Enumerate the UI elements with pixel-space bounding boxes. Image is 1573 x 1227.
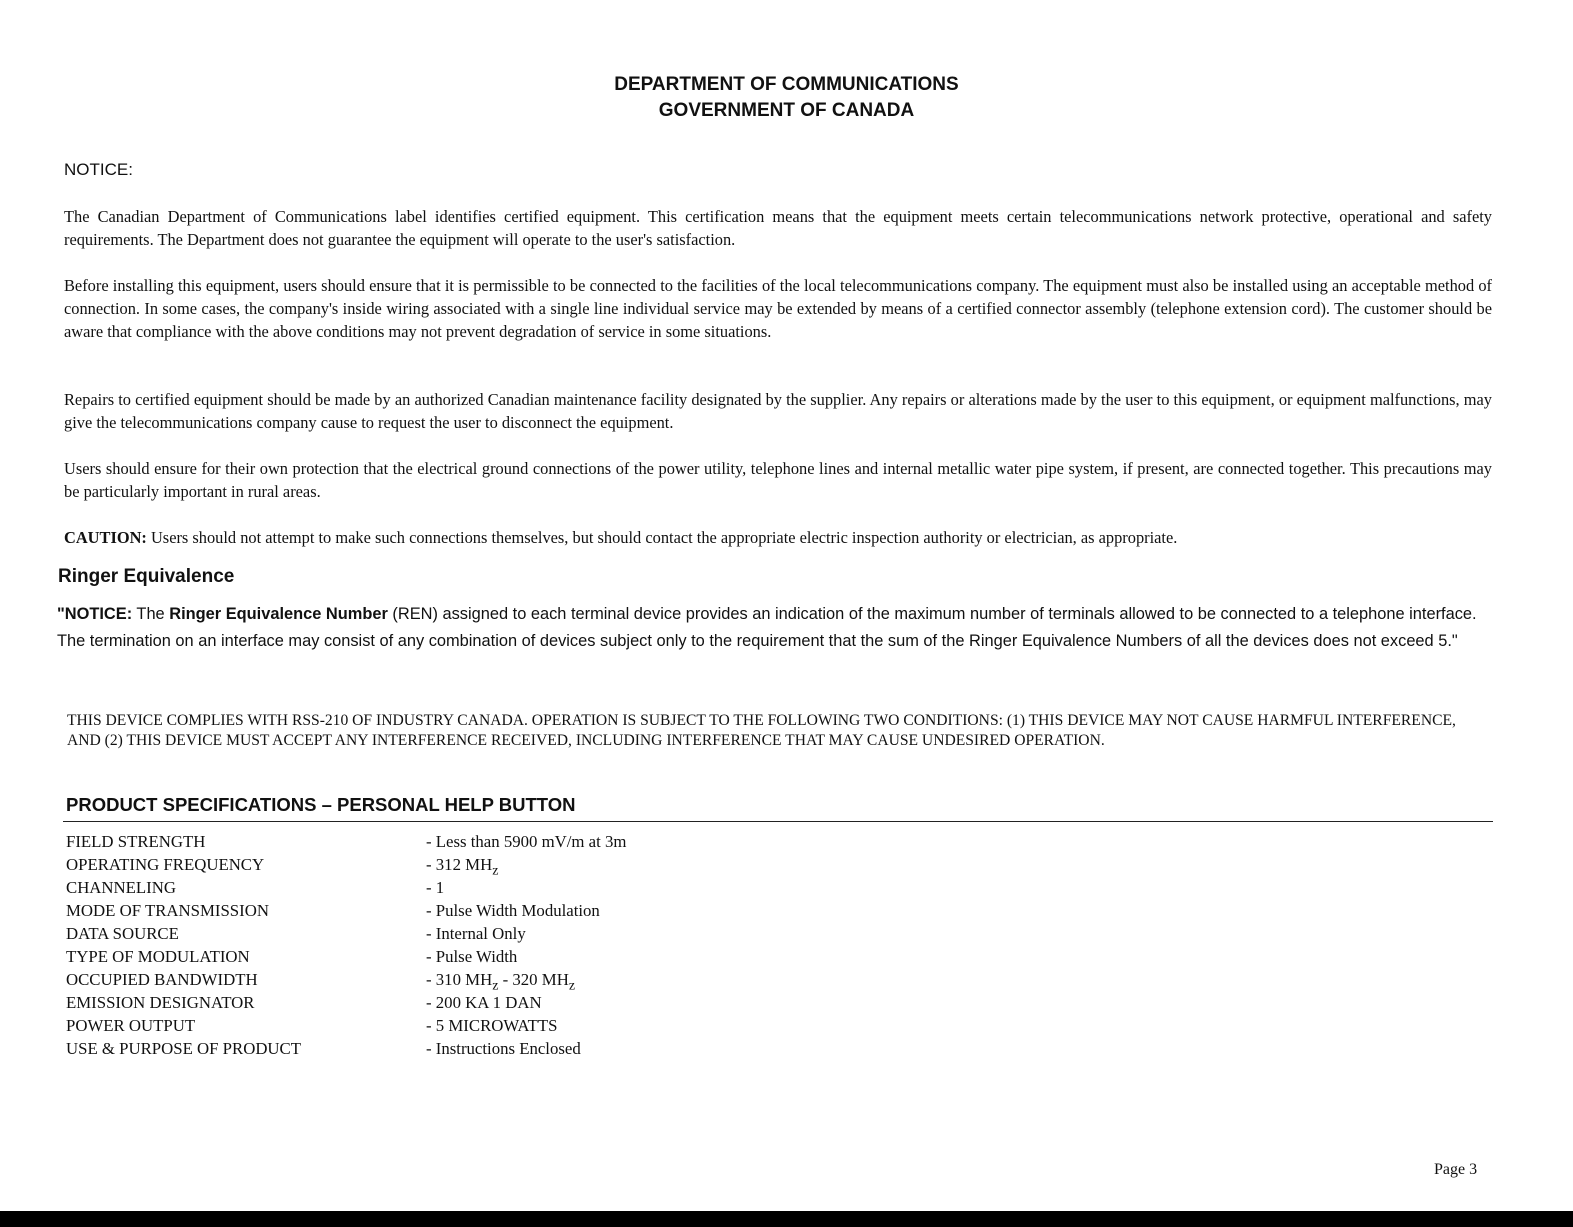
spec-value bbox=[426, 853, 499, 879]
spec-label: OCCUPIED BANDWIDTH bbox=[66, 970, 258, 989]
spec-value: - Instructions Enclosed bbox=[426, 1039, 581, 1058]
notice-paragraph-certification: The Canadian Department of Communications label identifies certified equipment. This certification means that the equipment meets certain telecommunications network protective, operational and safety requirements. The Department does not guarantee the equipment will operate to the user's satisfaction. bbox=[64, 207, 1492, 249]
spec-row-operating-frequency bbox=[66, 853, 626, 879]
ringer-quote-open: " bbox=[57, 605, 65, 623]
ringer-text-before: The bbox=[132, 605, 170, 623]
spec-label: TYPE OF MODULATION bbox=[66, 947, 250, 966]
spec-row-mode-of-transmission bbox=[66, 899, 626, 922]
spec-value: - 200 KA 1 DAN bbox=[426, 993, 542, 1012]
spec-row-channeling bbox=[66, 876, 626, 899]
spec-value-text: - 312 MH bbox=[426, 855, 493, 874]
spec-label: POWER OUTPUT bbox=[66, 1016, 196, 1035]
notice-paragraph-repairs: Repairs to certified equipment should be made by an authorized Canadian maintenance facility designated by the supplier. Any repairs or alterations made by the user to this equipment, or equipment malfunctions, may give the telecommunications company cause to request the user to disconnect the equipment. bbox=[64, 390, 1492, 432]
spec-label: USE & PURPOSE OF PRODUCT bbox=[66, 1039, 301, 1058]
spec-value: - Pulse Width bbox=[426, 947, 518, 966]
product-specifications-heading: PRODUCT SPECIFICATIONS – PERSONAL HELP BUTTON bbox=[66, 794, 576, 815]
spec-row-use-and-purpose bbox=[66, 1037, 626, 1060]
spec-row-emission-designator bbox=[66, 991, 626, 1014]
spec-value: - Less than 5900 mV/m at 3m bbox=[426, 832, 627, 851]
spec-value-subscript: z bbox=[492, 978, 499, 994]
scan-bottom-border bbox=[0, 1211, 1573, 1227]
document-header bbox=[0, 72, 1573, 124]
spec-value-text: - 310 MH bbox=[426, 970, 493, 989]
header-government: GOVERNMENT OF CANADA bbox=[658, 100, 915, 121]
specifications-table bbox=[66, 830, 626, 1060]
ringer-notice-paragraph bbox=[57, 601, 1497, 655]
spec-label: CHANNELING bbox=[66, 878, 176, 897]
caution-label: CAUTION: bbox=[64, 528, 147, 547]
spec-value: - Internal Only bbox=[426, 924, 526, 943]
caution-paragraph bbox=[64, 526, 1492, 549]
spec-value-subscript: z bbox=[492, 863, 499, 879]
spec-value-subscript: z bbox=[568, 978, 576, 994]
spec-row-field-strength bbox=[66, 830, 626, 853]
spec-label: EMISSION DESIGNATOR bbox=[66, 993, 255, 1012]
spec-row-data-source bbox=[66, 922, 626, 945]
notice-paragraph-grounding: Users should ensure for their own protection that the electrical ground connections of the power utility, telephone lines and internal metallic water pipe system, if present, are connected together. This precautions may be particularly important in rural areas. bbox=[64, 459, 1492, 501]
notice-paragraph-installation: Before installing this equipment, users should ensure that it is permissible to be connected to the facilities of the local telecommunications company. The equipment must also be installed using an acceptable method of connection. In some cases, the company's inside wiring associated with a single line individual service may be extended by means of a certified connector assembly (telephone extension cord). The customer should be aware that compliance with the above conditions may not prevent degradation of service in some situations. bbox=[64, 276, 1492, 341]
spec-label: MODE OF TRANSMISSION bbox=[66, 901, 269, 920]
ringer-equivalence-heading: Ringer Equivalence bbox=[58, 566, 235, 587]
notice-label: NOTICE: bbox=[64, 160, 133, 179]
header-department: DEPARTMENT OF COMMUNICATIONS bbox=[614, 74, 959, 95]
spec-label: FIELD STRENGTH bbox=[66, 832, 206, 851]
ringer-ren-term: Ringer Equivalence Number bbox=[169, 605, 388, 623]
spec-value: - Pulse Width Modulation bbox=[426, 901, 600, 920]
spec-label: DATA SOURCE bbox=[66, 924, 179, 943]
ringer-text-after: (REN) assigned to each terminal device provides an indication of the maximum number of terminals allowed to be connected to a telephone interface. The termination on an interface may consist of any combination of devices subject only to the requirement that the sum of the Ringer Equivalence Numbers of all the devices does not exceed 5." bbox=[57, 605, 1477, 650]
spec-row-occupied-bandwidth bbox=[66, 968, 626, 994]
spec-label: OPERATING FREQUENCY bbox=[66, 855, 265, 874]
ringer-notice-label: NOTICE: bbox=[64, 605, 133, 623]
spec-value-text: - 320 MH bbox=[498, 970, 569, 989]
spec-value: - 5 MICROWATTS bbox=[426, 1016, 558, 1035]
page-number: Page 3 bbox=[1434, 1161, 1478, 1178]
spec-row-type-of-modulation bbox=[66, 945, 626, 968]
caution-text: Users should not attempt to make such connections themselves, but should contact the appropriate electric inspection authority or electrician, as appropriate. bbox=[146, 528, 1178, 547]
spec-row-power-output bbox=[66, 1014, 626, 1037]
spec-value bbox=[426, 968, 576, 994]
rss-210-compliance-statement: THIS DEVICE COMPLIES WITH RSS-210 OF INDUSTRY CANADA. OPERATION IS SUBJECT TO THE FOLLOWING TWO CONDITIONS: (1) THIS DEVICE MAY NOT CAUSE HARMFUL INTERFERENCE, AND (2) THIS DEVICE MUST ACCEPT ANY INTERFERENCE RECEIVED, INCLUDING INTERFERENCE THAT MAY CAUSE UNDESIRED OPERATION. bbox=[67, 712, 1456, 749]
spec-value: - 1 bbox=[426, 878, 445, 897]
specifications-divider bbox=[63, 821, 1493, 822]
